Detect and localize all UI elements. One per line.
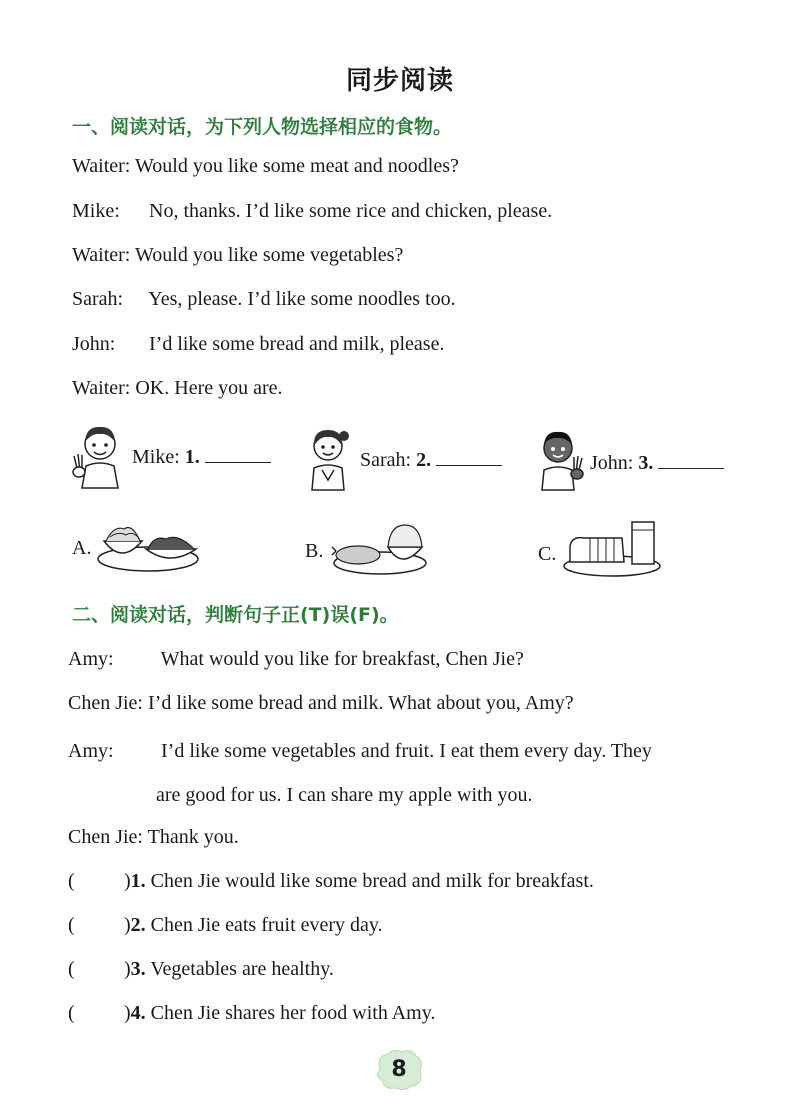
speaker: Waiter: (72, 377, 131, 399)
option-label: B. (305, 540, 324, 562)
bread-and-milk-plate-icon (562, 516, 672, 580)
section1-heading: 一、阅读对话，为下列人物选择相应的食物。 (72, 116, 453, 138)
question-number: 4. (130, 1002, 146, 1024)
page-title: 同步阅读 (345, 66, 454, 96)
speaker: Chen Jie: (68, 692, 143, 714)
question-number: 1. (130, 870, 146, 892)
speaker: Waiter: (72, 155, 131, 177)
boy-mike-icon (68, 420, 138, 490)
person-name: John: (590, 452, 634, 474)
dialogue-line (72, 377, 283, 400)
question-text: Chen Jie shares her food with Amy. (150, 1002, 436, 1024)
person-name: Mike: (132, 446, 180, 468)
dialogue-line (72, 155, 459, 178)
answer-blank[interactable] (658, 450, 724, 469)
dialogue-line-continued (156, 784, 533, 807)
utterance: I’d like some vegetables and fruit. I eat them every day. They (161, 740, 652, 762)
person-name: Sarah: (360, 449, 412, 471)
speaker: Sarah: (72, 288, 124, 310)
dialogue-line (68, 648, 524, 671)
noodles-and-meat-plate-icon (96, 515, 206, 577)
option-label: A. (72, 537, 92, 559)
speaker: Waiter: (72, 244, 131, 266)
question-number: 2. (130, 914, 146, 936)
tf-question: ( )1. Chen Jie would like some bread and milk for breakfast. (68, 870, 594, 892)
speaker: Chen Jie: (68, 826, 143, 848)
question-number: 1. (184, 446, 200, 468)
utterance: What would you like for breakfast, Chen Jie? (160, 648, 524, 670)
utterance: Thank you. (147, 826, 239, 848)
utterance: are good for us. I can share my apple with you. (156, 784, 533, 806)
answer-blank[interactable] (205, 444, 271, 463)
option-label: C. (538, 543, 557, 565)
girl-sarah-icon (298, 422, 362, 492)
question-text: Chen Jie eats fruit every day. (150, 914, 383, 936)
utterance: OK. Here you are. (135, 377, 283, 399)
tf-question: ( )4. Chen Jie shares her food with Amy. (68, 1002, 436, 1024)
page-number: 8 (391, 1057, 407, 1082)
question-number: 2. (416, 449, 432, 471)
rice-and-chicken-plate-icon (330, 517, 430, 579)
answer-paren[interactable]: ( (68, 914, 75, 936)
person-mike (132, 444, 271, 469)
person-sarah (360, 447, 502, 472)
question-number: 3. (130, 958, 146, 980)
section2-heading: 二、阅读对话，判断句子正(T)误(F)。 (72, 604, 399, 626)
dialogue-line (72, 288, 456, 311)
dialogue-line (72, 200, 552, 223)
speaker: Amy: (68, 648, 114, 670)
speaker: Mike: (72, 200, 120, 222)
person-john (590, 450, 724, 475)
answer-blank[interactable] (436, 447, 502, 466)
utterance: Would you like some meat and noodles? (135, 155, 459, 177)
answer-paren[interactable]: ( (68, 870, 75, 892)
question-text: Vegetables are healthy. (150, 958, 334, 980)
tf-question: ( )2. Chen Jie eats fruit every day. (68, 914, 383, 936)
utterance: No, thanks. I’d like some rice and chicken, please. (149, 200, 553, 222)
dialogue-line (68, 692, 574, 715)
speaker: John: (72, 333, 116, 355)
utterance: Yes, please. I’d like some noodles too. (148, 288, 456, 310)
question-number: 3. (638, 452, 654, 474)
utterance: Would you like some vegetables? (135, 244, 404, 266)
utterance: I’d like some bread and milk, please. (149, 333, 445, 355)
dialogue-line (72, 244, 403, 267)
answer-paren[interactable]: ( (68, 1002, 75, 1024)
boy-john-icon (530, 426, 594, 490)
speaker: Amy: (68, 740, 114, 762)
dialogue-line (72, 333, 444, 356)
dialogue-line (68, 740, 652, 763)
answer-paren[interactable]: ( (68, 958, 75, 980)
tf-question: ( )3. Vegetables are healthy. (68, 958, 334, 980)
utterance: I’d like some bread and milk. What about you, Amy? (148, 692, 574, 714)
question-text: Chen Jie would like some bread and milk for breakfast. (150, 870, 594, 892)
dialogue-line (68, 826, 239, 849)
